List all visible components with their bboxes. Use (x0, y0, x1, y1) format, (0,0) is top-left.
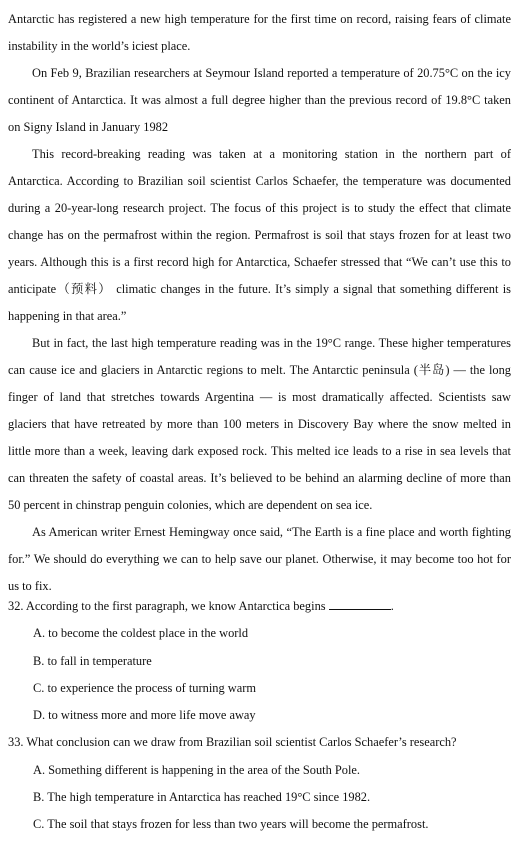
passage-paragraph-3: This record-breaking reading was taken at a monitoring station in the northern part of Antarctica. According to Brazilian soil scientist Carlos Schaefer, the temperature was documented during a 20-year-long research project. The focus of this project is to study the effect that climate change has on the permafrost within the region. Permafrost is soil that stays frozen for at least two years. Although this is a first record high for Antarctica, Schaefer stressed that “We can’t use this to anticipate（预料） climatic changes in the future. It’s simply a signal that something different is happening in that area.” (8, 147, 511, 323)
question-32-option-a[interactable]: A. to become the coldest place in the world (33, 626, 249, 641)
answer-blank (329, 597, 391, 610)
question-list (8, 593, 511, 839)
question-32-stem (8, 593, 511, 620)
question-32-option-c[interactable]: C. to experience the process of turning warm (33, 680, 256, 695)
passage-paragraph-5: As American writer Ernest Hemingway once said, “The Earth is a fine place and worth fighting for.” We should do everything we can to help save our planet. Otherwise, it may become too hot for us to fix. (8, 525, 511, 593)
question-32-text: 32. According to the first paragraph, we know Antarctica begins (8, 599, 329, 613)
passage-paragraph-2: On Feb 9, Brazilian researchers at Seymour Island reported a temperature of 20.75°C on the icy continent of Antarctica. It was almost a full degree higher than the previous record of 19.8°C taken on Signy Island in January 1982 (8, 66, 511, 134)
question-33-option-a[interactable]: A. Something different is happening in the area of the South Pole. (33, 762, 361, 777)
question-32-option-b[interactable]: B. to fall in temperature (33, 653, 152, 668)
question-33-option-c[interactable]: C. The soil that stays frozen for less than two years will become the permafrost. (33, 817, 429, 832)
question-32-end: . (390, 599, 394, 613)
reading-passage (8, 6, 511, 600)
question-33-option-b[interactable]: B. The high temperature in Antarctica has reached 19°C since 1982. (33, 790, 371, 805)
question-32-option-d[interactable]: D. to witness more and more life move away (33, 708, 256, 723)
question-33-text: 33. What conclusion can we draw from Brazilian soil scientist Carlos Schaefer’s research? (8, 735, 457, 750)
question-33-stem (8, 729, 511, 756)
passage-paragraph-4: But in fact, the last high temperature reading was in the 19°C range. These higher temperatures can cause ice and glaciers in Antarctic regions to melt. The Antarctic peninsula (半岛) — the long finger of land that stretches towards Argentina — is most dramatically affected. Scientists saw glaciers that have retreated by more than 100 meters in Discovery Bay where the snow melted in little more than a week, leaving dark exposed rock. This melted ice leads to a rise in sea levels that can threaten the safety of coastal areas. It’s believed to be behind an alarming decline of more than 50 percent in chinstrap penguin colonies, which are dependent on sea ice. (8, 336, 511, 512)
passage-paragraph-1: Antarctic has registered a new high temperature for the first time on record, raising fears of climate instability in the world’s iciest place. (8, 12, 511, 53)
